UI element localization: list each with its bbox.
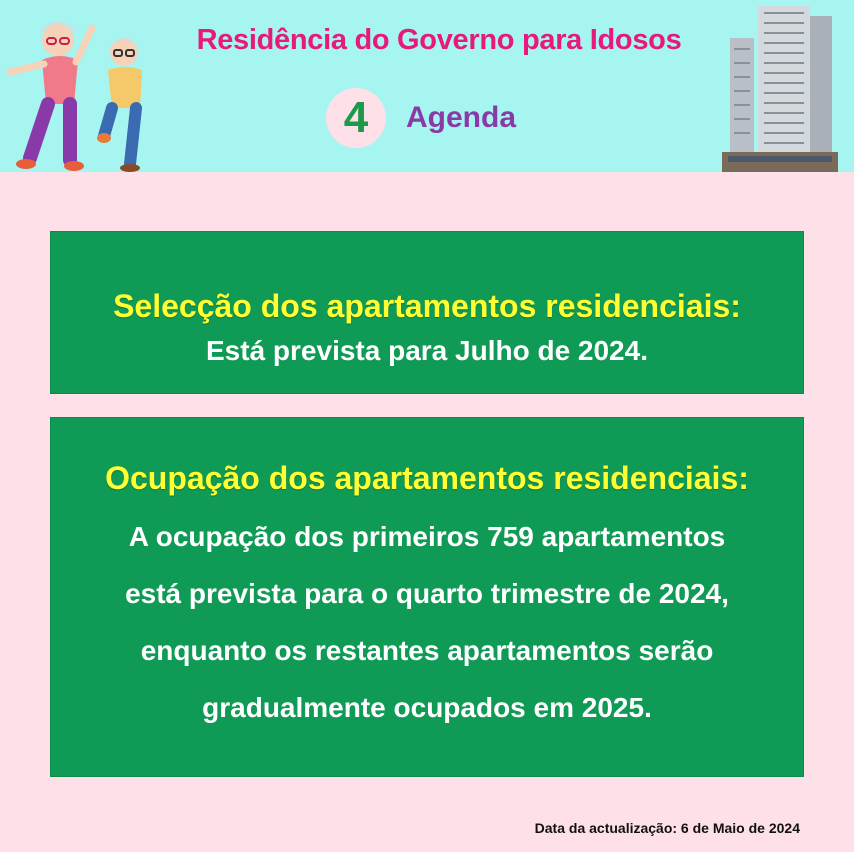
selection-body: Está prevista para Julho de 2024.: [206, 335, 648, 366]
occupation-info-card: [51, 418, 803, 776]
header-banner: [0, 0, 854, 172]
page-title: Residência do Governo para Idosos: [196, 24, 682, 56]
section-label: Agenda: [406, 101, 517, 134]
occupation-heading: Ocupação dos apartamentos residenciais:: [105, 460, 749, 496]
occupation-body: [51, 508, 803, 736]
section-number-badge: 4: [326, 88, 386, 148]
residential-tower-icon: [718, 2, 842, 172]
occupation-body-line: enquanto os restantes apartamentos serão: [140, 635, 714, 666]
occupation-body-line: A ocupação dos primeiros 759 apartamentos: [128, 521, 726, 552]
selection-info-card: [51, 232, 803, 393]
occupation-body-line: está prevista para o quarto trimestre de 2024,: [125, 578, 729, 609]
occupation-body-line: gradualmente ocupados em 2025.: [202, 692, 652, 723]
selection-heading: Selecção dos apartamentos residenciais:: [113, 288, 741, 324]
update-date: Data da actualização: 6 de Maio de 2024: [534, 820, 800, 836]
section-indicator: [326, 88, 516, 148]
